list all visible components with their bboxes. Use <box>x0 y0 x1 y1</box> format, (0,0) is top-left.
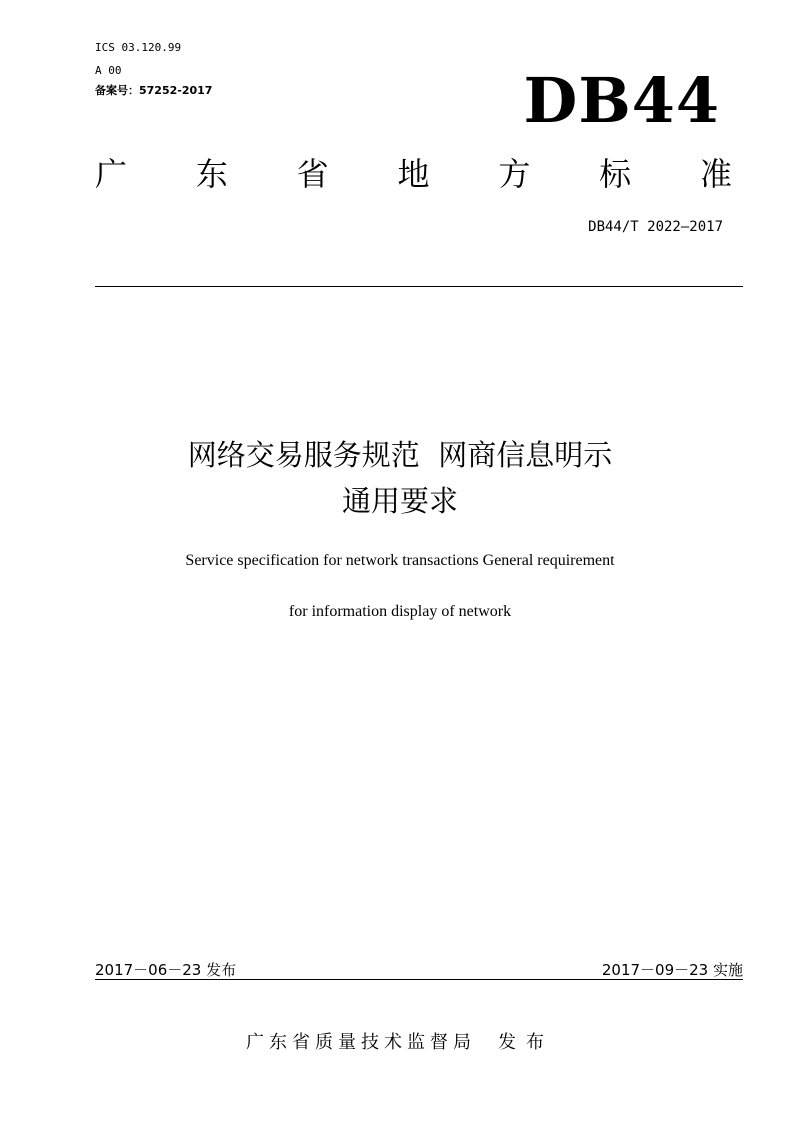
english-title-line-1: Service specification for network transactions General requirement <box>185 552 615 569</box>
standard-type-char: 地 <box>397 155 430 193</box>
classification-code: A 00 <box>95 64 122 77</box>
chinese-title-line-2: 通用要求 <box>341 484 458 518</box>
standard-type-char: 准 <box>699 155 732 193</box>
standard-type-heading <box>95 152 732 196</box>
filing-number: 备案号：57252-2017 <box>95 84 213 97</box>
db-mark: DB44 <box>523 64 720 137</box>
standard-type-char: 标 <box>599 155 632 193</box>
standard-type-char: 省 <box>296 155 329 193</box>
standard-type-char: 广 <box>95 155 128 193</box>
publish-action: 发布 <box>498 1032 554 1053</box>
standard-type-char: 东 <box>195 155 228 193</box>
english-title-line-2: for information display of network <box>288 603 512 620</box>
standard-number: DB44/T 2022—2017 <box>588 219 723 235</box>
top-divider <box>95 286 743 287</box>
issue-date: 2017－06－23 发布 <box>95 961 237 979</box>
implementation-date: 2017－09－23 实施 <box>601 961 743 979</box>
ics-code: ICS 03.120.99 <box>95 41 182 54</box>
chinese-title-line-1: 网络交易服务规范 网商信息明示 <box>187 438 613 472</box>
standard-type-char: 方 <box>498 155 531 193</box>
bottom-divider <box>95 979 743 980</box>
publisher-organization: 广东省质量技术监督局 <box>246 1032 476 1053</box>
publisher-line <box>0 1031 800 1055</box>
